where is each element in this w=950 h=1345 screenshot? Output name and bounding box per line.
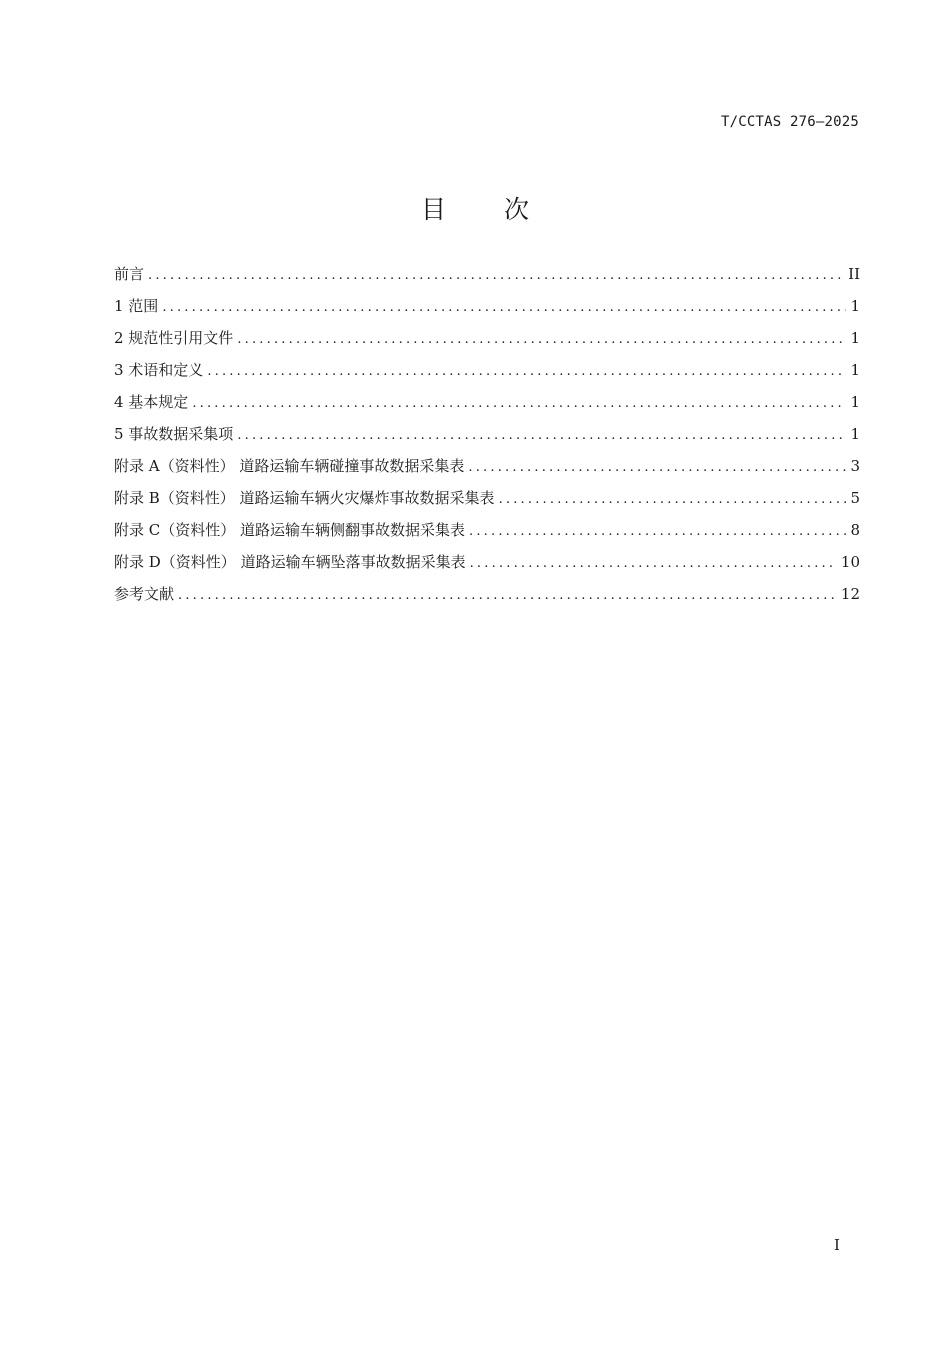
toc-entry-foreword[interactable] <box>114 258 860 290</box>
toc-entry-terms-definitions[interactable] <box>114 354 860 386</box>
toc-entry-label: 附录 C（资料性） 道路运输车辆侧翻事故数据采集表 <box>114 521 466 539</box>
toc-entry-annex-c[interactable] <box>114 514 860 546</box>
toc-entry-page: 5 <box>850 489 860 507</box>
page-number: I <box>834 1236 840 1254</box>
toc-entry-label: 附录 A（资料性） 道路运输车辆碰撞事故数据采集表 <box>114 457 465 475</box>
toc-leader-dots <box>178 580 837 612</box>
toc-leader-dots <box>162 292 846 324</box>
toc-entry-data-items[interactable] <box>114 418 860 450</box>
toc-entry-page: 1 <box>850 297 860 315</box>
toc-entry-label: 3 术语和定义 <box>114 361 204 379</box>
toc-entry-page: 1 <box>850 361 860 379</box>
toc-entry-page: 3 <box>850 457 860 475</box>
toc-entry-label: 2 规范性引用文件 <box>114 329 234 347</box>
toc-entry-page: 1 <box>850 329 860 347</box>
toc-entry-page: II <box>848 265 860 283</box>
toc-entry-scope[interactable] <box>114 290 860 322</box>
toc-entry-label: 附录 B（资料性） 道路运输车辆火灾爆炸事故数据采集表 <box>114 489 495 507</box>
toc-entry-label: 参考文献 <box>114 585 175 603</box>
toc-leader-dots <box>237 324 846 356</box>
toc-leader-dots <box>148 260 844 292</box>
toc-entry-label: 5 事故数据采集项 <box>114 425 234 443</box>
toc-leader-dots <box>237 420 846 452</box>
toc-entry-label: 1 范围 <box>114 297 159 315</box>
toc-leader-dots <box>207 356 846 388</box>
toc-entry-label: 附录 D（资料性） 道路运输车辆坠落事故数据采集表 <box>114 553 466 571</box>
toc-entry-page: 1 <box>850 393 860 411</box>
toc-leader-dots <box>192 388 846 420</box>
toc-entry-page: 10 <box>840 553 860 571</box>
toc-entry-label: 4 基本规定 <box>114 393 189 411</box>
toc-entry-normative-references[interactable] <box>114 322 860 354</box>
toc-entry-bibliography[interactable] <box>114 578 860 610</box>
toc-leader-dots <box>468 452 846 484</box>
toc-entry-annex-b[interactable] <box>114 482 860 514</box>
toc-entry-annex-a[interactable] <box>114 450 860 482</box>
toc-entry-label: 前言 <box>114 265 145 283</box>
toc-entry-page: 12 <box>840 585 860 603</box>
toc-leader-dots <box>469 516 846 548</box>
toc-entry-page: 1 <box>850 425 860 443</box>
table-of-contents <box>114 258 860 610</box>
standard-code: T/CCTAS 276—2025 <box>720 114 859 130</box>
toc-title: 目次 <box>420 195 587 224</box>
toc-leader-dots <box>470 548 837 580</box>
toc-leader-dots <box>499 484 847 516</box>
toc-entry-basic-provisions[interactable] <box>114 386 860 418</box>
toc-entry-page: 8 <box>850 521 860 539</box>
toc-entry-annex-d[interactable] <box>114 546 860 578</box>
